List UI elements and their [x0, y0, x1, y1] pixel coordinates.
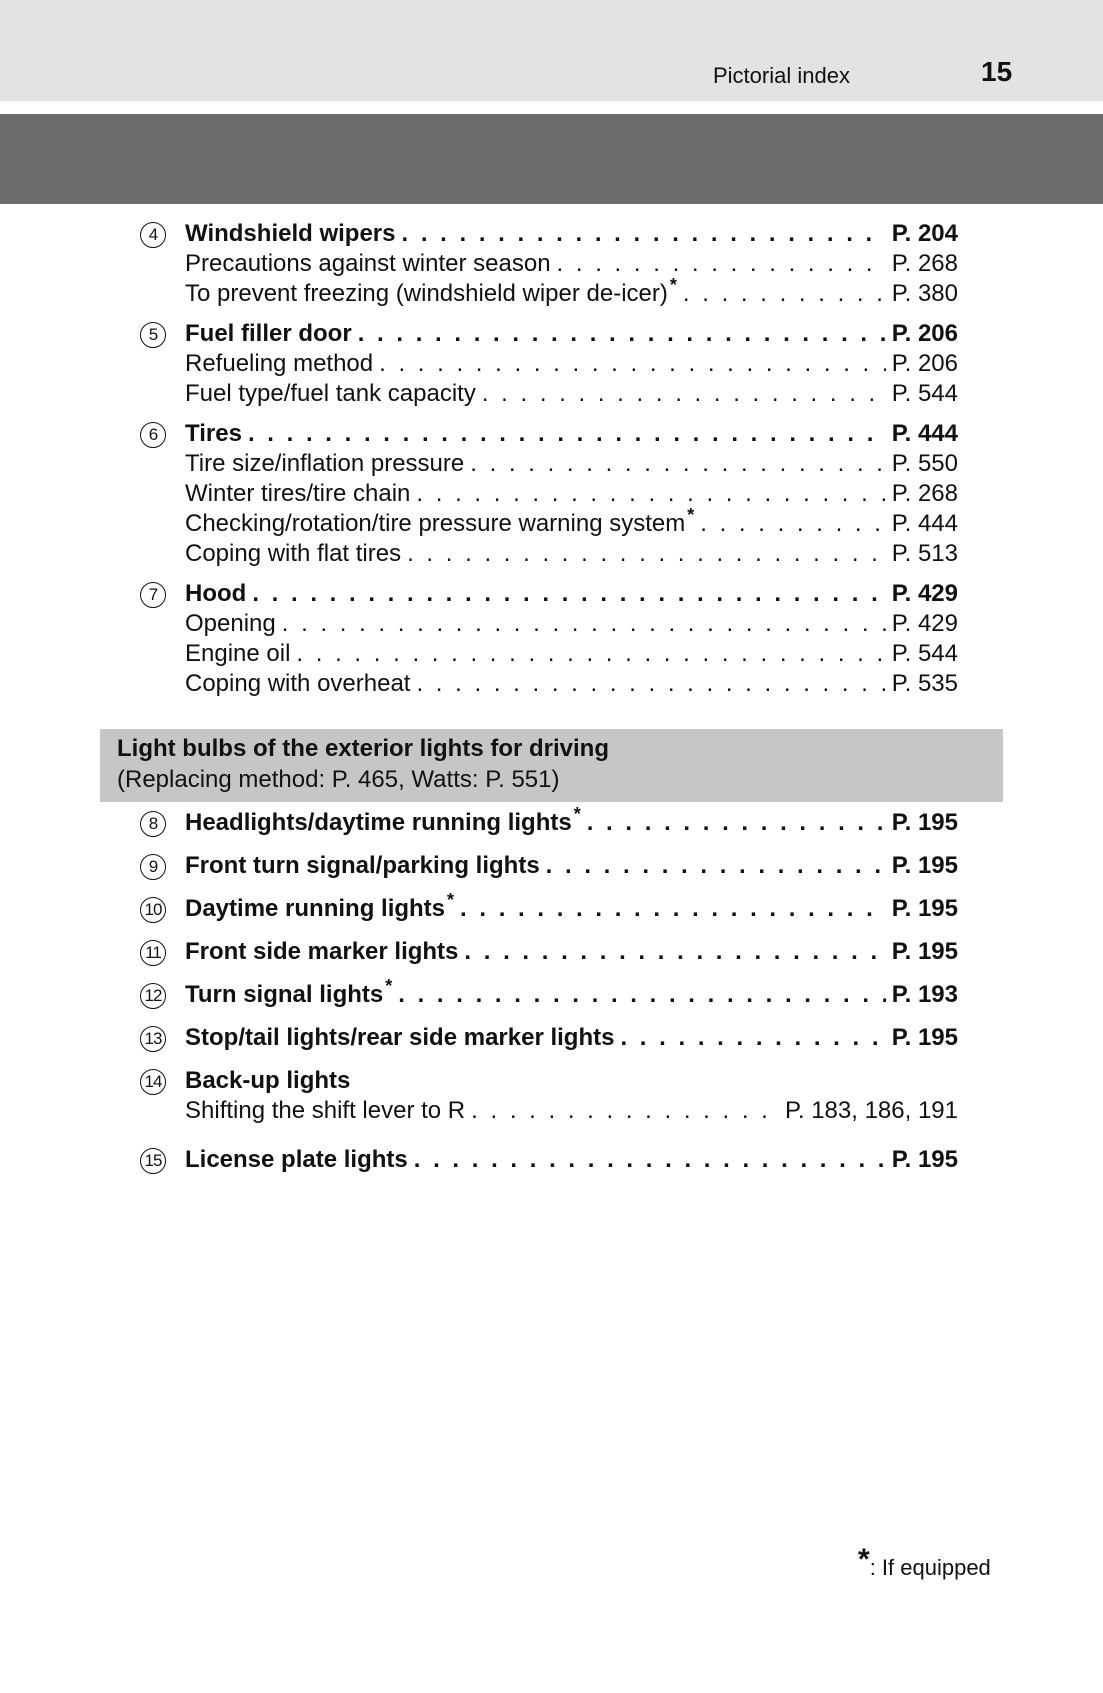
- item-number-badge: 6: [140, 422, 166, 448]
- index-group-10: [140, 890, 958, 924]
- page-reference: P. 513: [891, 540, 958, 567]
- dot-leader: [683, 279, 886, 309]
- page-reference: P. 444: [891, 510, 958, 537]
- dot-leader: [248, 419, 886, 449]
- entry-label: [140, 479, 410, 509]
- index-subentry: [140, 249, 958, 279]
- index-group-4: [140, 219, 958, 309]
- footnote-text: : If equipped: [869, 1555, 991, 1580]
- index-entry: [140, 976, 958, 1010]
- entry-label-text: Fuel filler door: [185, 320, 352, 347]
- page-reference: P. 429: [891, 610, 958, 637]
- item-number-badge: 11: [140, 940, 166, 966]
- item-number-badge: 9: [140, 854, 166, 880]
- page-reference: P. 193: [891, 981, 958, 1008]
- if-equipped-marker: *: [447, 890, 455, 910]
- entry-label-text: Stop/tail lights/rear side marker lights: [185, 1024, 615, 1051]
- entry-label: [140, 449, 464, 479]
- if-equipped-marker: *: [385, 976, 393, 996]
- entry-label: [140, 349, 373, 379]
- page-reference: P. 206: [891, 320, 958, 347]
- page-reference: P. 380: [891, 280, 958, 307]
- dot-leader: [587, 808, 886, 838]
- page-reference: P. 550: [891, 450, 958, 477]
- index-group-11: [140, 937, 958, 967]
- entry-label: [140, 804, 581, 838]
- index-subentry: [140, 669, 958, 699]
- index-entry: [140, 851, 958, 881]
- entry-label-text: Refueling method: [185, 350, 374, 377]
- index-entry: [140, 804, 958, 838]
- index-group-7: [140, 579, 958, 699]
- index-group-9: [140, 851, 958, 881]
- index-group-5: [140, 319, 958, 409]
- index-subentry: [140, 539, 958, 569]
- page-reference: P. 429: [891, 580, 958, 607]
- page-reference: P. 268: [891, 480, 958, 507]
- item-number-badge: 5: [140, 322, 166, 348]
- section-tab-band: [0, 114, 1103, 204]
- entry-label: [140, 379, 476, 409]
- entry-label-text: Tire size/inflation pressure: [185, 450, 465, 477]
- entry-label: [140, 1145, 408, 1175]
- index-subentry: [140, 639, 958, 669]
- entry-label-text: Front side marker lights: [185, 938, 459, 965]
- section-title: Pictorial index: [713, 63, 850, 88]
- index-subentry: [140, 449, 958, 479]
- entry-label-text: Engine oil: [185, 640, 291, 667]
- dot-leader: [379, 349, 886, 379]
- entry-label: [140, 890, 455, 924]
- entry-label: [140, 669, 410, 699]
- page-reference: P. 268: [891, 250, 958, 277]
- light-bulbs-title: Light bulbs of the exterior lights for driving: [117, 735, 609, 762]
- header-band: [0, 0, 1103, 101]
- entry-label: [140, 851, 540, 881]
- page-number: 15: [981, 56, 1013, 87]
- entry-label-text: Windshield wipers: [185, 220, 396, 247]
- entry-label: [140, 319, 352, 349]
- dot-leader: [470, 449, 885, 479]
- page-reference: P. 195: [891, 938, 958, 965]
- entry-label-text: Front turn signal/parking lights: [185, 852, 540, 879]
- dot-leader: [416, 479, 885, 509]
- item-number-badge: 8: [140, 811, 166, 837]
- index-entry: [140, 219, 958, 249]
- dot-leader: [252, 579, 885, 609]
- item-number-badge: 7: [140, 582, 166, 608]
- index-group-15: [140, 1145, 958, 1175]
- entry-label: [140, 275, 677, 309]
- entry-label-text: Checking/rotation/tire pressure warning system: [185, 510, 686, 537]
- item-number-badge: 10: [140, 897, 166, 923]
- index-subentry: [140, 349, 958, 379]
- footnote: [858, 1540, 991, 1588]
- page-reference: P. 183, 186, 191: [784, 1097, 958, 1124]
- dot-leader: [296, 639, 885, 669]
- dot-leader: [482, 379, 886, 409]
- item-number-badge: 14: [140, 1069, 166, 1095]
- index-group-13: [140, 1023, 958, 1053]
- entry-label-text: Turn signal lights: [185, 981, 384, 1008]
- index-entry: [140, 1145, 958, 1175]
- index-entry: [140, 937, 958, 967]
- entry-label: [140, 1023, 614, 1053]
- dot-leader: [464, 937, 885, 967]
- entry-label: [140, 1066, 350, 1096]
- if-equipped-marker: *: [669, 275, 677, 295]
- index-subentry: [140, 505, 958, 539]
- entry-label-text: Fuel type/fuel tank capacity: [185, 380, 476, 407]
- item-number-badge: 13: [140, 1026, 166, 1052]
- dot-leader: [546, 851, 886, 881]
- page-reference: P. 195: [891, 1146, 958, 1173]
- entry-label: [140, 539, 401, 569]
- dot-leader: [282, 609, 886, 639]
- page-reference: P. 544: [891, 380, 958, 407]
- entry-label: [140, 937, 458, 967]
- page-reference: P. 195: [891, 1024, 958, 1051]
- entry-label-text: Coping with flat tires: [185, 540, 402, 567]
- page-reference: P. 444: [891, 420, 958, 447]
- page-reference: P. 204: [891, 220, 958, 247]
- index-entry: [140, 890, 958, 924]
- index-subentry: [140, 479, 958, 509]
- index-entry: [140, 1066, 958, 1096]
- entry-label-text: License plate lights: [185, 1146, 408, 1173]
- entry-label-text: Coping with overheat: [185, 670, 411, 697]
- page-reference: P. 195: [891, 852, 958, 879]
- entry-label-text: Back-up lights: [185, 1067, 351, 1094]
- entry-label: [140, 976, 393, 1010]
- light-bulbs-subtitle: (Replacing method: P. 465, Watts: P. 551): [117, 766, 560, 793]
- dot-leader: [460, 894, 886, 924]
- index-entry: [140, 579, 958, 609]
- index-group-8: [140, 804, 958, 838]
- entry-label-text: Winter tires/tire chain: [185, 480, 411, 507]
- entry-label-text: Headlights/daytime running lights: [185, 809, 572, 836]
- entry-label-text: Hood: [185, 580, 247, 607]
- entry-label-text: Tires: [185, 420, 242, 447]
- dot-leader: [398, 980, 885, 1010]
- page-reference: P. 544: [891, 640, 958, 667]
- page-reference: P. 535: [891, 670, 958, 697]
- entry-label: [140, 1096, 465, 1126]
- index-subentry: [140, 609, 958, 639]
- index-group-6: [140, 419, 958, 569]
- light-bulbs-band: [100, 729, 1003, 802]
- page-reference: P. 195: [891, 809, 958, 836]
- entry-label-text: Shifting the shift lever to R: [185, 1097, 466, 1124]
- footnote-star: *: [858, 1543, 870, 1576]
- entry-label: [140, 219, 395, 249]
- page-reference: P. 195: [891, 895, 958, 922]
- entry-label-text: To prevent freezing (windshield wiper de-icer): [185, 280, 668, 307]
- entry-label: [140, 609, 276, 639]
- entry-label-text: Daytime running lights: [185, 895, 446, 922]
- entry-label: [140, 249, 551, 279]
- dot-leader: [620, 1023, 885, 1053]
- index-entry: [140, 319, 958, 349]
- page-reference: P. 206: [891, 350, 958, 377]
- item-number-badge: 15: [140, 1148, 166, 1174]
- dot-leader: [358, 319, 886, 349]
- item-number-badge: 4: [140, 222, 166, 248]
- entry-label: [140, 505, 695, 539]
- dot-leader: [414, 1145, 886, 1175]
- index-subentry: [140, 1096, 958, 1126]
- dot-leader: [407, 539, 886, 569]
- if-equipped-marker: *: [687, 505, 695, 525]
- if-equipped-marker: *: [573, 804, 581, 824]
- entry-label-text: Precautions against winter season: [185, 250, 551, 277]
- dot-leader: [416, 669, 885, 699]
- dot-leader: [700, 509, 885, 539]
- index-subentry: [140, 275, 958, 309]
- index-group-12: [140, 976, 958, 1010]
- index-entry: [140, 1023, 958, 1053]
- index-entry: [140, 419, 958, 449]
- index-group-14: [140, 1066, 958, 1126]
- item-number-badge: 12: [140, 983, 166, 1009]
- dot-leader: [401, 219, 885, 249]
- index-subentry: [140, 379, 958, 409]
- entry-label: [140, 639, 290, 669]
- entry-label-text: Opening: [185, 610, 276, 637]
- dot-leader: [471, 1096, 779, 1126]
- dot-leader: [557, 249, 886, 279]
